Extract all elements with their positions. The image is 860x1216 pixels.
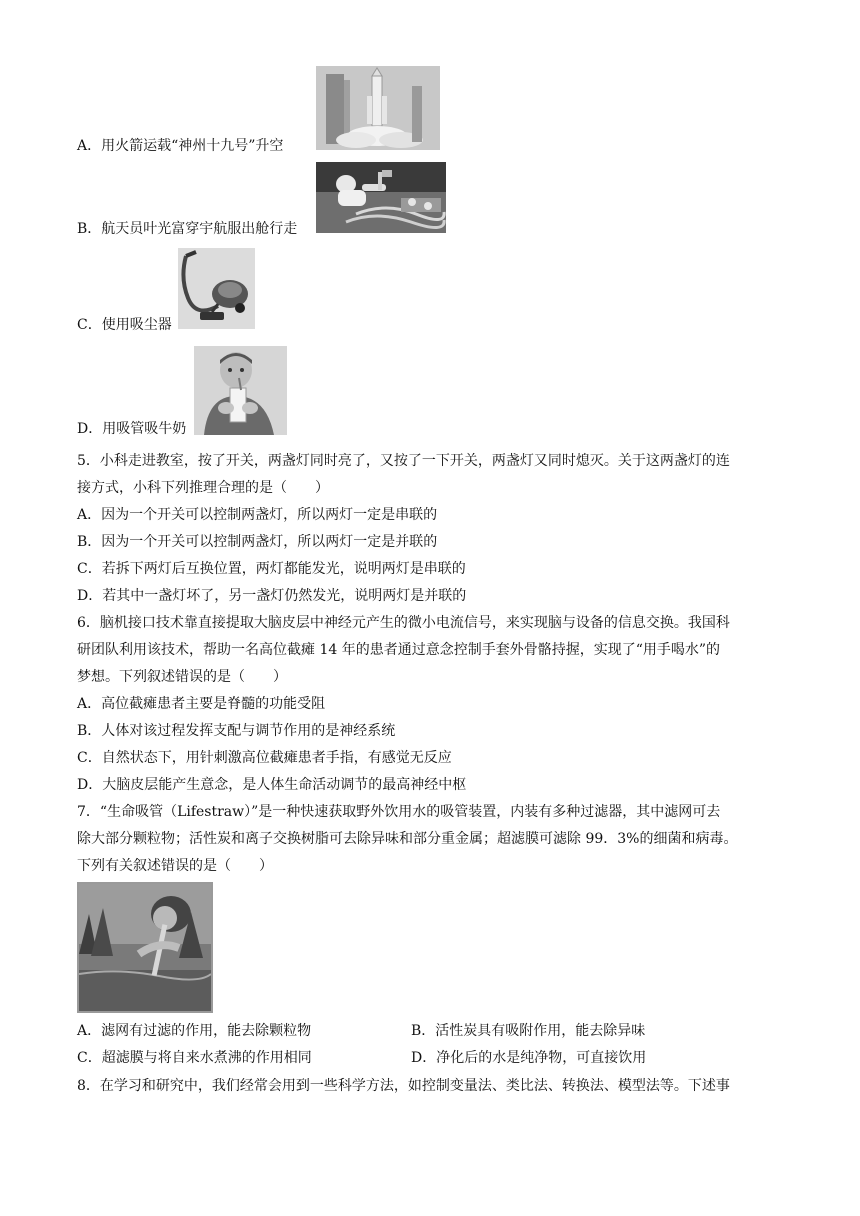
q7-option-b: B．活性炭具有吸附作用，能去除异味 — [411, 1023, 646, 1039]
q6-option-a: A．高位截瘫患者主要是脊髓的功能受阻 — [77, 696, 326, 712]
q5-stem-line2: 接方式，小科下列推理合理的是（ ） — [77, 480, 329, 496]
q6-option-b: B．人体对该过程发挥支配与调节作用的是神经系统 — [77, 723, 396, 739]
lifestraw-image — [77, 882, 213, 1013]
q5-option-c: C．若拆下两灯后互换位置，两灯都能发光，说明两灯是串联的 — [77, 561, 466, 577]
q5-option-b: B．因为一个开关可以控制两盏灯，所以两灯一定是并联的 — [77, 534, 438, 550]
rocket-launch-image — [316, 66, 440, 150]
boy-drinking-milk-image — [194, 346, 287, 435]
q6-option-d: D．大脑皮层能产生意念，是人体生命活动调节的最高神经中枢 — [77, 777, 467, 793]
q7-option-c: C．超滤膜与将自来水煮沸的作用相同 — [77, 1050, 312, 1066]
q6-stem-line3: 梦想。下列叙述错误的是（ ） — [77, 669, 287, 685]
q4-option-b: B．航天员叶光富穿宇航服出舱行走 — [77, 221, 298, 237]
q6-option-c: C．自然状态下，用针刺激高位截瘫患者手指，有感觉无反应 — [77, 750, 452, 766]
q7-stem-line3: 下列有关叙述错误的是（ ） — [77, 858, 273, 874]
q7-stem-line2: 除大部分颗粒物；活性炭和离子交换树脂可去除异味和部分重金属；超滤膜可滤除 99．3%的细菌和病毒。 — [77, 831, 738, 847]
q7-stem-line1: 7．“生命吸管（Lifestraw）”是一种快速获取野外饮用水的吸管装置，内装有多种过滤器，其中滤网可去 — [77, 804, 721, 820]
q7-option-d: D．净化后的水是纯净物，可直接饮用 — [411, 1050, 647, 1066]
q5-option-d: D．若其中一盏灯坏了，另一盏灯仍然发光，说明两灯是并联的 — [77, 588, 467, 604]
q4-option-c: C．使用吸尘器 — [77, 317, 172, 333]
q6-stem-line2: 研团队利用该技术，帮助一名高位截瘫 14 年的患者通过意念控制手套外骨骼持握，实现了“用手喝水”的 — [77, 642, 721, 658]
q4-option-a: A．用火箭运载“神州十九号”升空 — [77, 138, 284, 154]
q6-stem-line1: 6．脑机接口技术靠直接提取大脑皮层中神经元产生的微小电流信号，来实现脑与设备的信息交换。我国科 — [77, 615, 730, 631]
q5-option-a: A．因为一个开关可以控制两盏灯，所以两灯一定是串联的 — [77, 507, 438, 523]
q5-stem-line1: 5．小科走进教室，按了开关，两盏灯同时亮了，又按了一下开关，两盏灯又同时熄灭。关于这两盏灯的连 — [77, 453, 730, 469]
q4-option-d: D．用吸管吸牛奶 — [77, 421, 187, 437]
q7-option-a: A．滤网有过滤的作用，能去除颗粒物 — [77, 1023, 312, 1039]
q8-stem-line1: 8．在学习和研究中，我们经常会用到一些科学方法，如控制变量法、类比法、转换法、模型法等。下述事 — [77, 1078, 730, 1094]
vacuum-cleaner-image — [178, 248, 255, 329]
spacewalk-image — [316, 162, 446, 233]
